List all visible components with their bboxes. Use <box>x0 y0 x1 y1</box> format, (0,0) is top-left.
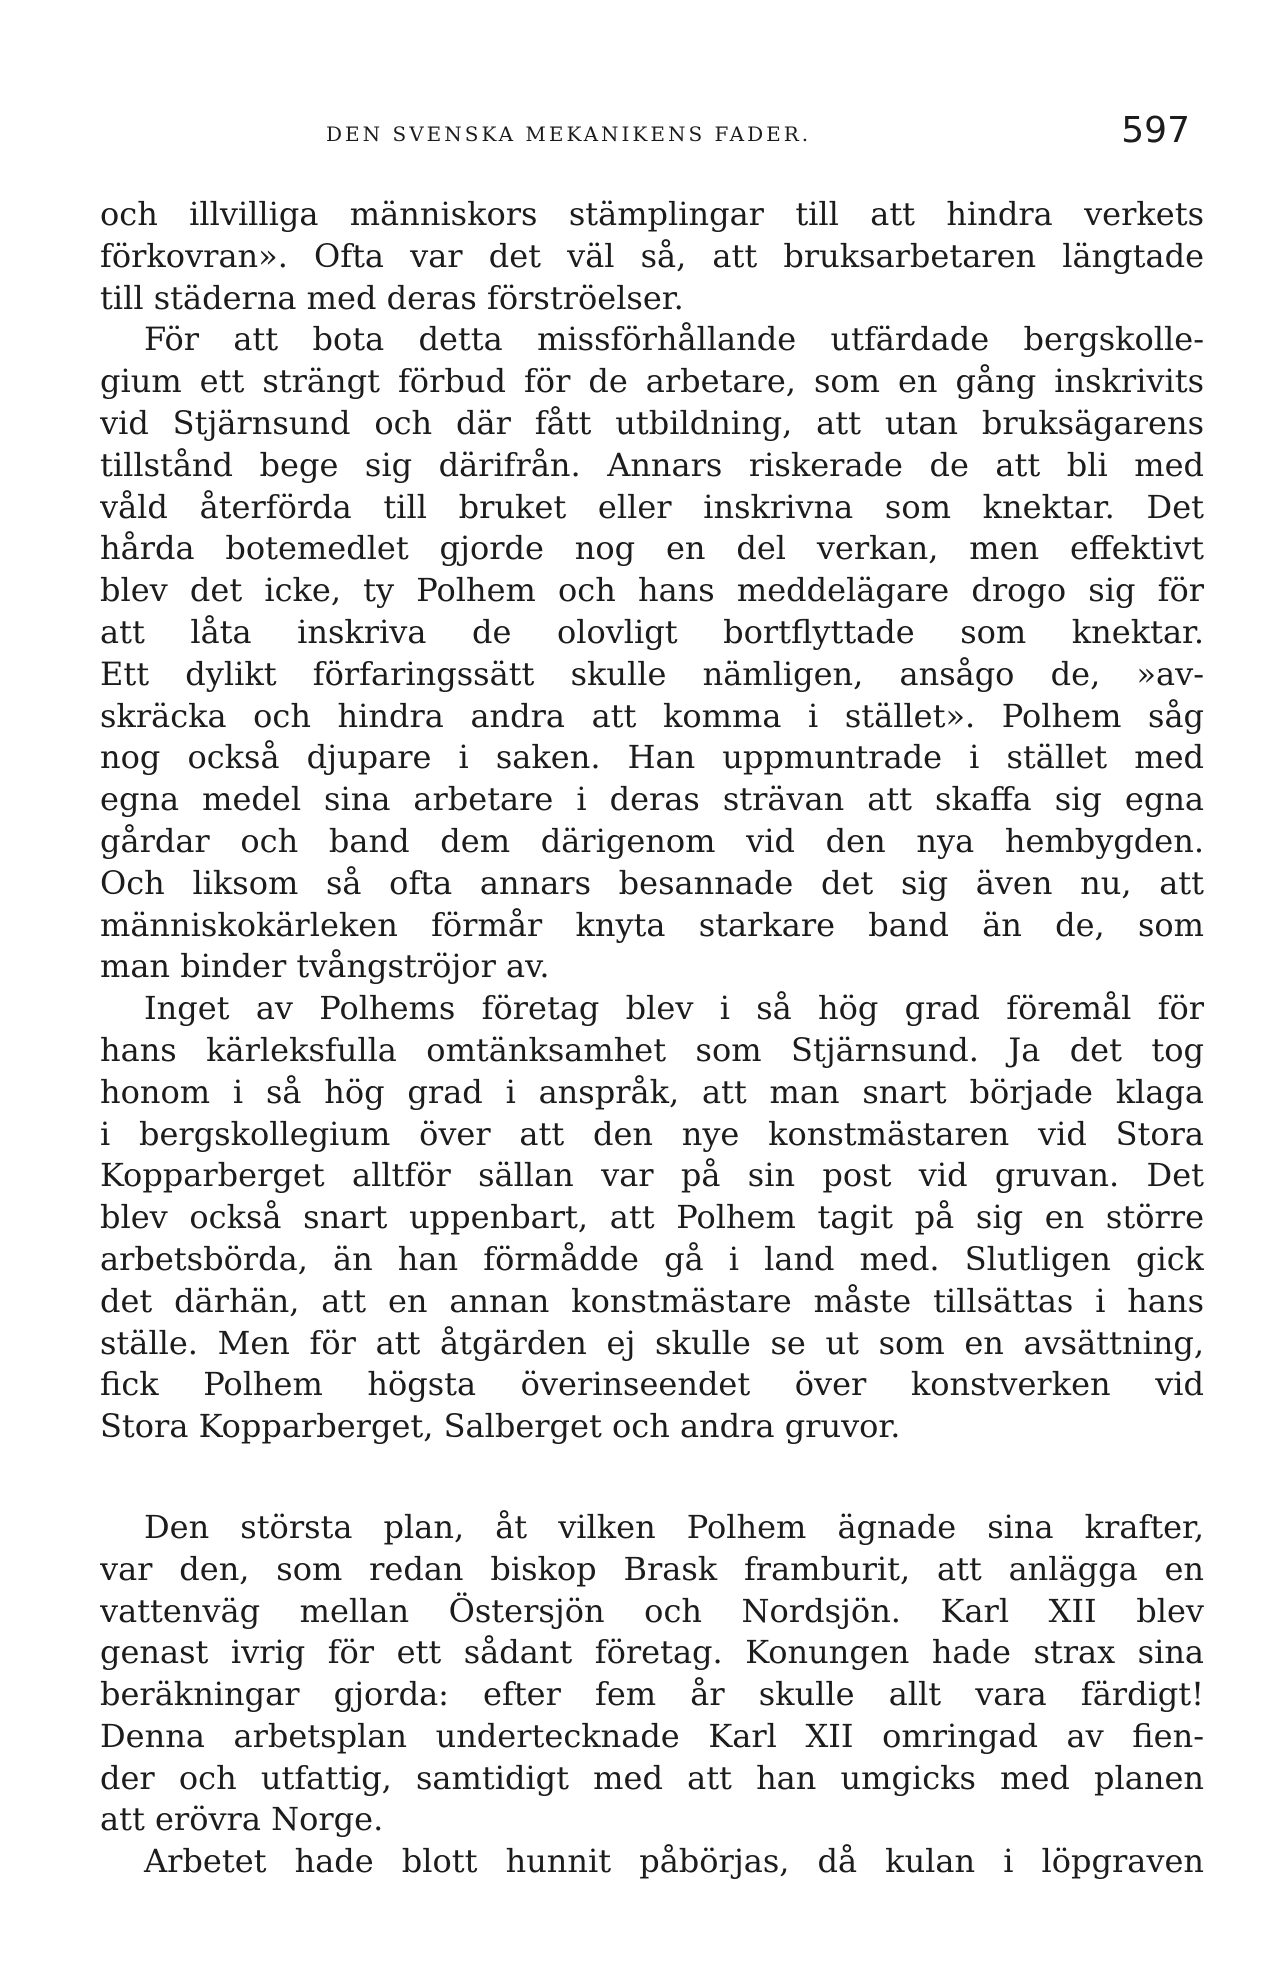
text-line: ställe. Men för att åtgärden ej skulle se ut som en avsättning, <box>100 1323 1204 1362</box>
text-line: hårda botemedlet gjorde nog en del verkan, men effektivt <box>100 529 1204 568</box>
text-line: Kopparberget alltför sällan var på sin post vid gruvan. Det <box>100 1156 1204 1195</box>
body-text <box>100 194 1204 1883</box>
text-line: Denna arbetsplan undertecknade Karl XII omringad av fien- <box>100 1716 1204 1755</box>
section-polhem-stjarnsund <box>100 194 1204 1448</box>
text-line: egna medel sina arbetare i deras strävan att skaffa sig egna <box>100 780 1204 819</box>
text-line: till städerna med deras förströelser. <box>100 278 684 317</box>
text-line: nog också djupare i saken. Han uppmuntrade i stället med <box>100 738 1204 777</box>
text-line: och illvilliga människors stämplingar till att hindra verkets <box>100 195 1204 233</box>
text-line: Stora Kopparberget, Salberget och andra gruvor. <box>100 1407 901 1446</box>
section-canal-plan <box>100 1507 1204 1883</box>
text-line: Ett dylikt förfaringssätt skulle nämligen, ansågo de, »av- <box>100 654 1204 693</box>
text-line: var den, som redan biskop Brask framburit, att anlägga en <box>100 1549 1204 1588</box>
running-head <box>100 110 1190 160</box>
page-number: 597 <box>1121 110 1190 151</box>
text-line: vid Stjärnsund och där fått utbildning, att utan bruksägarens <box>100 403 1204 442</box>
text-line: arbetsbörda, än han förmådde gå i land med. Slutligen gick <box>100 1239 1204 1278</box>
section-break <box>100 1448 1204 1507</box>
text-line: Arbetet hade blott hunnit påbörjas, då kulan i löpgraven <box>144 1842 1204 1881</box>
text-line: blev det icke, ty Polhem och hans meddelägare drogo sig för <box>100 571 1204 610</box>
text-line: hans kärleksfulla omtänksamhet som Stjärnsund. Ja det tog <box>100 1030 1204 1069</box>
text-line: För att bota detta missförhållande utfärdade bergskolle- <box>144 320 1204 359</box>
text-line: Inget av Polhems företag blev i så hög grad föremål för <box>144 989 1204 1028</box>
text-line: vattenväg mellan Östersjön och Nordsjön. Karl XII blev <box>100 1591 1204 1630</box>
running-title: DEN SVENSKA MEKANIKENS FADER. <box>326 122 812 146</box>
text-line: Och liksom så ofta annars besannade det sig även nu, att <box>100 863 1204 902</box>
text-line: beräkningar gjorda: efter fem år skulle allt vara färdigt! <box>100 1675 1204 1714</box>
text-line: der och utfattig, samtidigt med att han umgicks med planen <box>100 1758 1204 1797</box>
text-line: honom i så hög grad i anspråk, att man snart började klaga <box>100 1072 1204 1111</box>
text-line: att erövra Norge. <box>100 1800 384 1839</box>
text-line: att låta inskriva de olovligt bortflyttade som knektar. <box>100 612 1204 651</box>
text-line: det därhän, att en annan konstmästare måste tillsättas i hans <box>100 1281 1204 1320</box>
text-line: blev också snart uppenbart, att Polhem tagit på sig en större <box>100 1198 1204 1237</box>
text-line: våld återförda till bruket eller inskrivna som knektar. Det <box>100 487 1204 526</box>
text-line: förkovran». Ofta var det väl så, att bruksarbetaren längtade <box>100 236 1204 275</box>
text-line: tillstånd bege sig därifrån. Annars riskerade de att bli med <box>100 445 1204 484</box>
text-line: Den största plan, åt vilken Polhem ägnade sina krafter, <box>144 1507 1204 1546</box>
text-line: gium ett strängt förbud för de arbetare, som en gång inskrivits <box>100 362 1204 401</box>
text-line: fick Polhem högsta överinseendet över konstverken vid <box>100 1365 1204 1404</box>
text-line: gårdar och band dem därigenom vid den nya hembygden. <box>100 821 1204 860</box>
text-line: i bergskollegium över att den nye konstmästaren vid Stora <box>100 1114 1204 1153</box>
text-line: genast ivrig för ett sådant företag. Konungen hade strax sina <box>100 1633 1204 1672</box>
text-line: skräcka och hindra andra att komma i stället». Polhem såg <box>100 696 1204 735</box>
text-line: man binder tvångströjor av. <box>100 947 550 986</box>
text-line: människokärleken förmår knyta starkare band än de, som <box>100 905 1204 944</box>
